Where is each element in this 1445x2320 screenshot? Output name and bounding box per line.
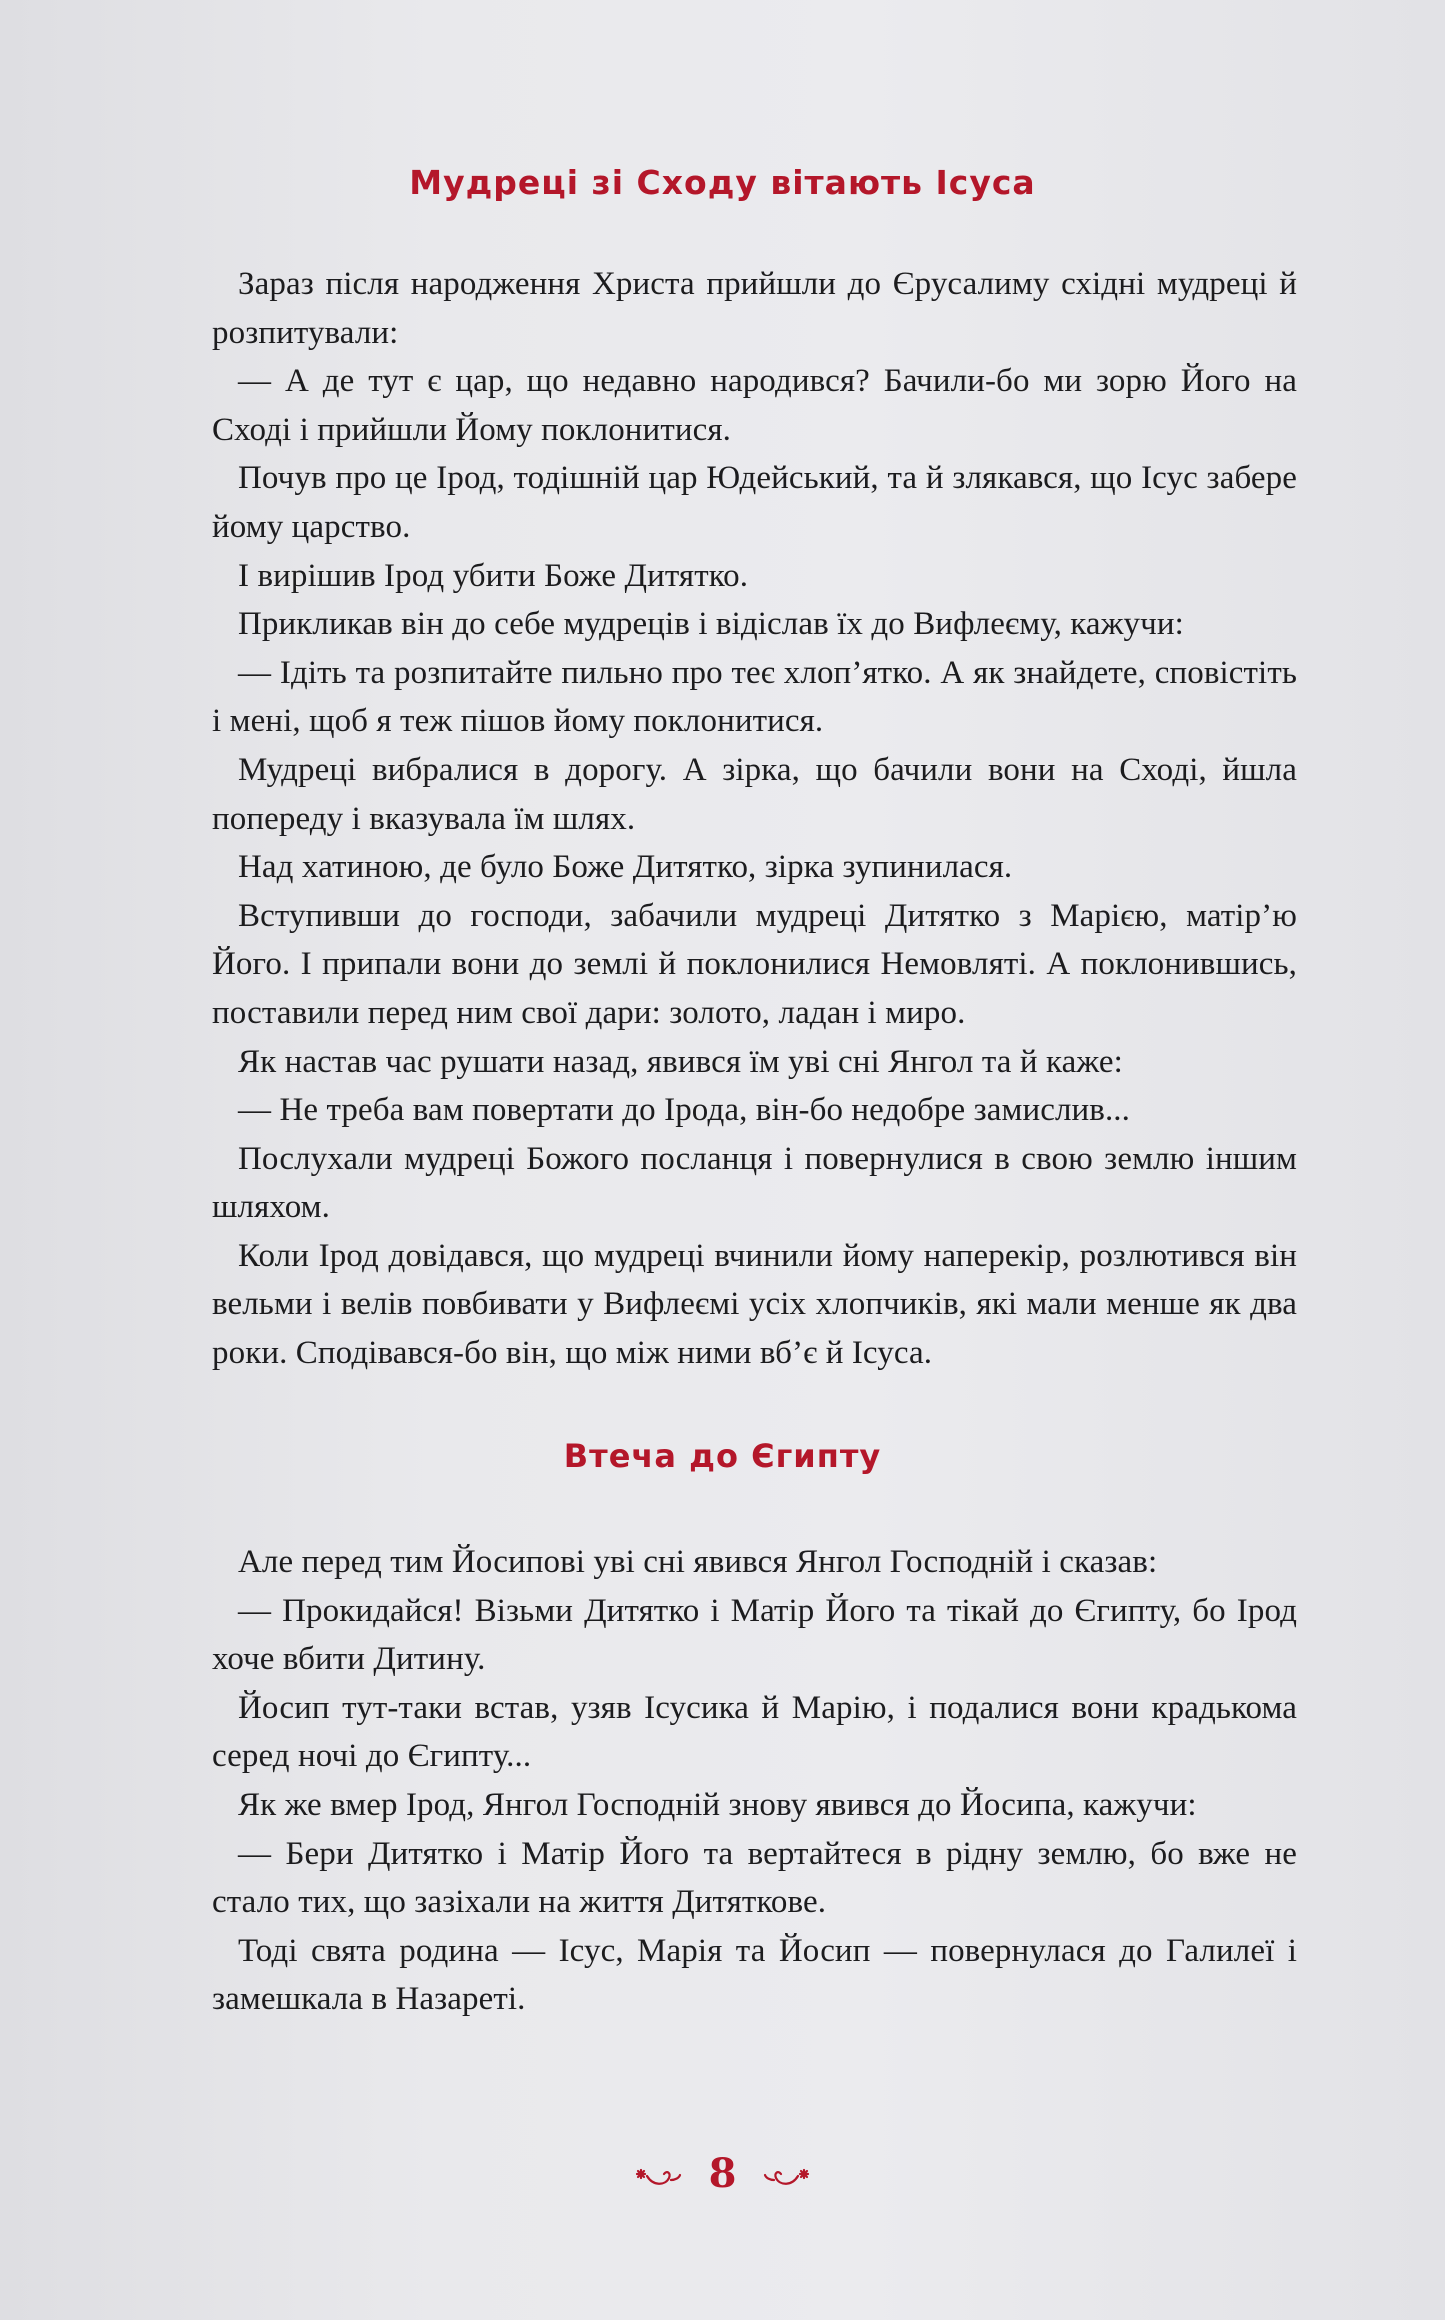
section-title-flight-to-egypt: Втеча до Єгипту bbox=[563, 1437, 882, 1475]
paragraph: Вступивши до господи, забачили мудреці Дитятко з Марією, матір’ю Його. І припали вони до землі й поклонилися Немовляті. А поклонившись, поставили перед ним свої дари: золото, ладан і миро. bbox=[212, 897, 1297, 1031]
paragraph: Почув про це Ірод, тодішній цар Юдейський, та й злякався, що Ісус забере йому царство. bbox=[212, 460, 1297, 545]
paragraph: Послухали мудреці Божого посланця і повернулися в свою землю іншим шляхом. bbox=[212, 1140, 1297, 1226]
section-body-wise-men bbox=[212, 260, 1297, 1378]
paragraph: Зараз після народження Христа прийшли до Єрусалиму східні мудреці й розпитували: bbox=[212, 266, 1297, 351]
paragraph: — А де тут є цар, що недавно народився? Бачили-бо ми зорю Його на Сході і прийшли Йому поклонитися. bbox=[212, 363, 1297, 448]
paragraph: — Ідіть та розпитайте пильно про теє хлоп’ятко. А як знайдете, сповістіть і мені, щоб я теж пішов йому поклонитися. bbox=[212, 654, 1297, 740]
paragraph: Над хатиною, де було Боже Дитятко, зірка зупинилася. bbox=[238, 849, 1013, 886]
paragraph: — Не треба вам повертати до Ірода, він-бо недобре замислив... bbox=[238, 1092, 1131, 1129]
page-footer bbox=[0, 2150, 1445, 2197]
paragraph: — Бери Дитятко і Матір Його та вертайтеся в рідну землю, бо вже не стало тих, що зазіхали на життя Дитяткове. bbox=[212, 1835, 1297, 1921]
paragraph: Прикликав він до себе мудреців і відіслав їх до Вифлеєму, кажучи: bbox=[238, 606, 1184, 643]
section-title-wise-men: Мудреці зі Сходу вітають Ісуса bbox=[409, 163, 1036, 202]
paragraph: Як настав час рушати назад, явився їм уві сні Янгол та й каже: bbox=[238, 1043, 1123, 1080]
floral-ornament-icon bbox=[762, 2154, 812, 2194]
paragraph: І вирішив Ірод убити Боже Дитятко. bbox=[238, 557, 749, 594]
paragraph: Йосип тут-таки встав, узяв Ісусика й Марію, і подалися вони крадькома серед ночі до Єгипту... bbox=[212, 1689, 1297, 1775]
paragraph: Але перед тим Йосипові уві сні явився Янгол Господній і сказав: bbox=[238, 1544, 1158, 1580]
paragraph: — Прокидайся! Візьми Дитятко і Матір Його та тікай до Єгипту, бо Ірод хоче вбити Дитину. bbox=[212, 1592, 1297, 1678]
page-number: 8 bbox=[708, 2150, 737, 2197]
section-body-flight-to-egypt bbox=[212, 1538, 1297, 2024]
paragraph: Як же вмер Ірод, Янгол Господній знову явився до Йосипа, кажучи: bbox=[238, 1786, 1197, 1823]
paragraph: Тоді свята родина — Ісус, Марія та Йосип — повернулася до Галилеї і замешкала в Назареті. bbox=[212, 1932, 1297, 2018]
paragraph: Коли Ірод довідався, що мудреці вчинили йому наперекір, розлютився він вельми і велів повбивати у Вифлеємі усіх хлопчиків, які мали менше як два роки. Сподівався-бо він, що між ними вб’є й Ісуса. bbox=[212, 1237, 1297, 1372]
floral-ornament-icon bbox=[633, 2154, 683, 2194]
paragraph: Мудреці вибралися в дорогу. А зірка, що бачили вони на Сході, йшла попереду і вказувала їм шлях. bbox=[212, 751, 1297, 837]
